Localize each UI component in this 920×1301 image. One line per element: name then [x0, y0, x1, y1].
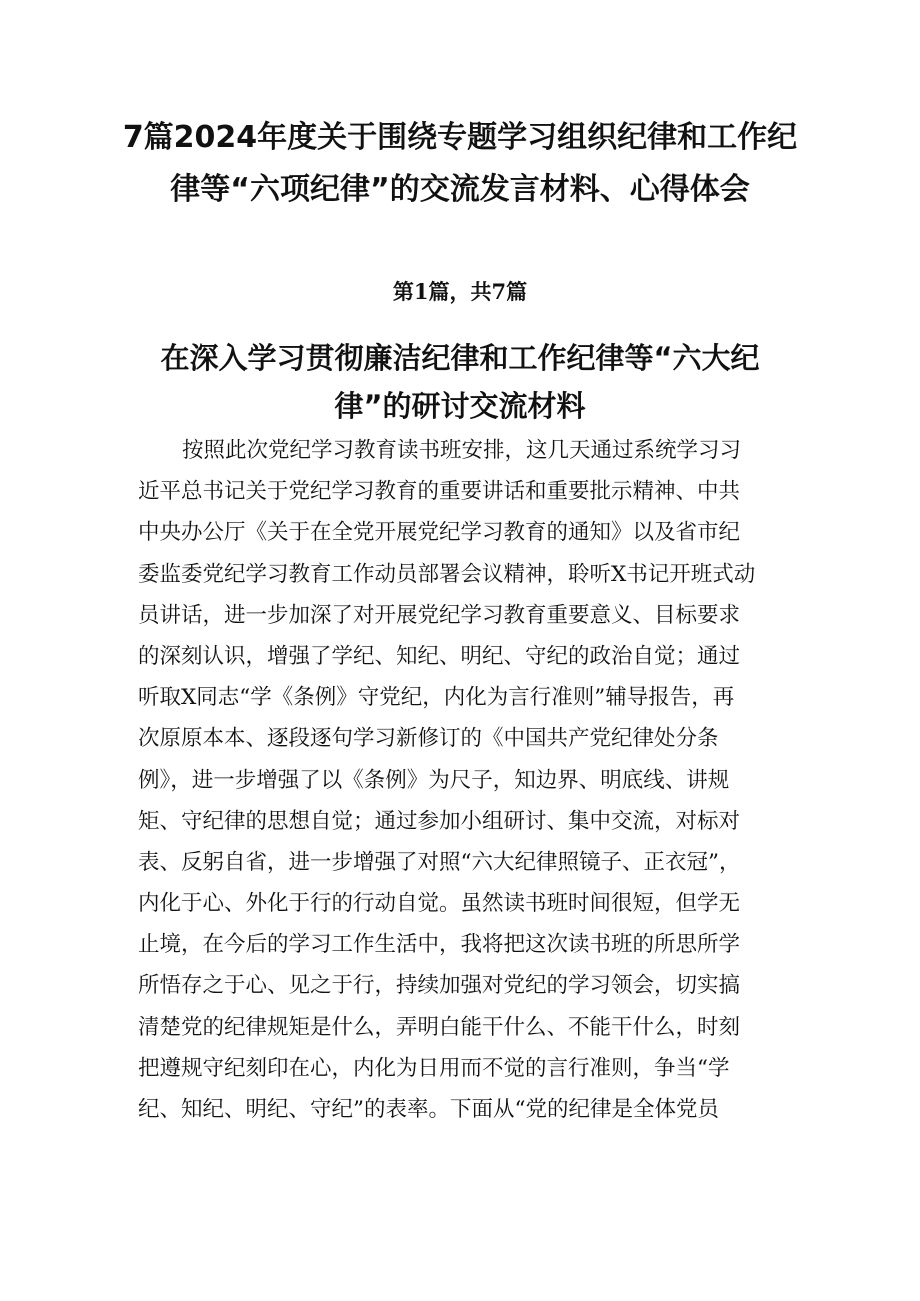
body-line: 所悟存之于心、见之于行，持续加强对党纪的学习领会，切实搞 — [138, 973, 741, 999]
document-title — [120, 112, 800, 216]
body-line: 矩、守纪律的思想自觉；通过参加小组研讨、集中交流，对标对 — [138, 808, 741, 834]
article-title — [150, 334, 770, 430]
body-line: 委监委党纪学习教育工作动员部署会议精神，聆听X书记开班式动 — [138, 561, 756, 587]
body-line: 按照此次党纪学习教育读书班安排，这几天通过系统学习习 — [182, 438, 742, 463]
body-line: 内化于心、外化于行的行动自觉。虽然读书班时间很短，但学无 — [138, 891, 741, 917]
document-title-line-1: 7篇2024年度关于围绕专题学习组织纪律和工作纪 — [122, 120, 798, 155]
body-line: 例》，进一步增强了以《条例》为尺子，知边界、明底线、讲规 — [138, 767, 730, 793]
body-line: 表、反躬自省，进一步增强了对照“六大纪律照镜子、正衣冠”， — [138, 849, 741, 875]
article-title-line-2: 律”的研讨交流材料 — [334, 389, 586, 423]
body-line: 止境，在今后的学习工作生活中，我将把这次读书班的所思所学 — [138, 932, 741, 958]
part-label: 第1篇，共7篇 — [392, 279, 528, 304]
body-line: 把遵规守纪刻印在心，内化为日用而不觉的言行准则，争当“学 — [138, 1055, 730, 1081]
body-line: 清楚党的纪律规矩是什么，弄明白能干什么、不能干什么，时刻 — [138, 1014, 741, 1040]
body-line: 员讲话，进一步加深了对开展党纪学习教育重要意义、目标要求 — [138, 602, 741, 628]
body-line: 的深刻认识，增强了学纪、知纪、明纪、守纪的政治自觉；通过 — [138, 643, 741, 669]
body-paragraph — [138, 430, 792, 1130]
body-line: 近平总书记关于党纪学习教育的重要讲话和重要批示精神、中共 — [138, 479, 741, 505]
body-line: 次原原本本、逐段逐句学习新修订的《中国共产党纪律处分条 — [138, 726, 719, 752]
article-title-line-1: 在深入学习贯彻廉洁纪律和工作纪律等“六大纪 — [160, 341, 760, 375]
body-line: 中央办公厅《关于在全党开展党纪学习教育的通知》以及省市纪 — [138, 520, 741, 546]
body-line: 听取X同志“学《条例》守党纪，内化为言行准则”辅导报告，再 — [138, 685, 735, 711]
body-line: 纪、知纪、明纪、守纪”的表率。下面从“党的纪律是全体党员 — [138, 1097, 719, 1122]
document-title-line-2: 律等“六项纪律”的交流发言材料、心得体会 — [170, 172, 750, 207]
